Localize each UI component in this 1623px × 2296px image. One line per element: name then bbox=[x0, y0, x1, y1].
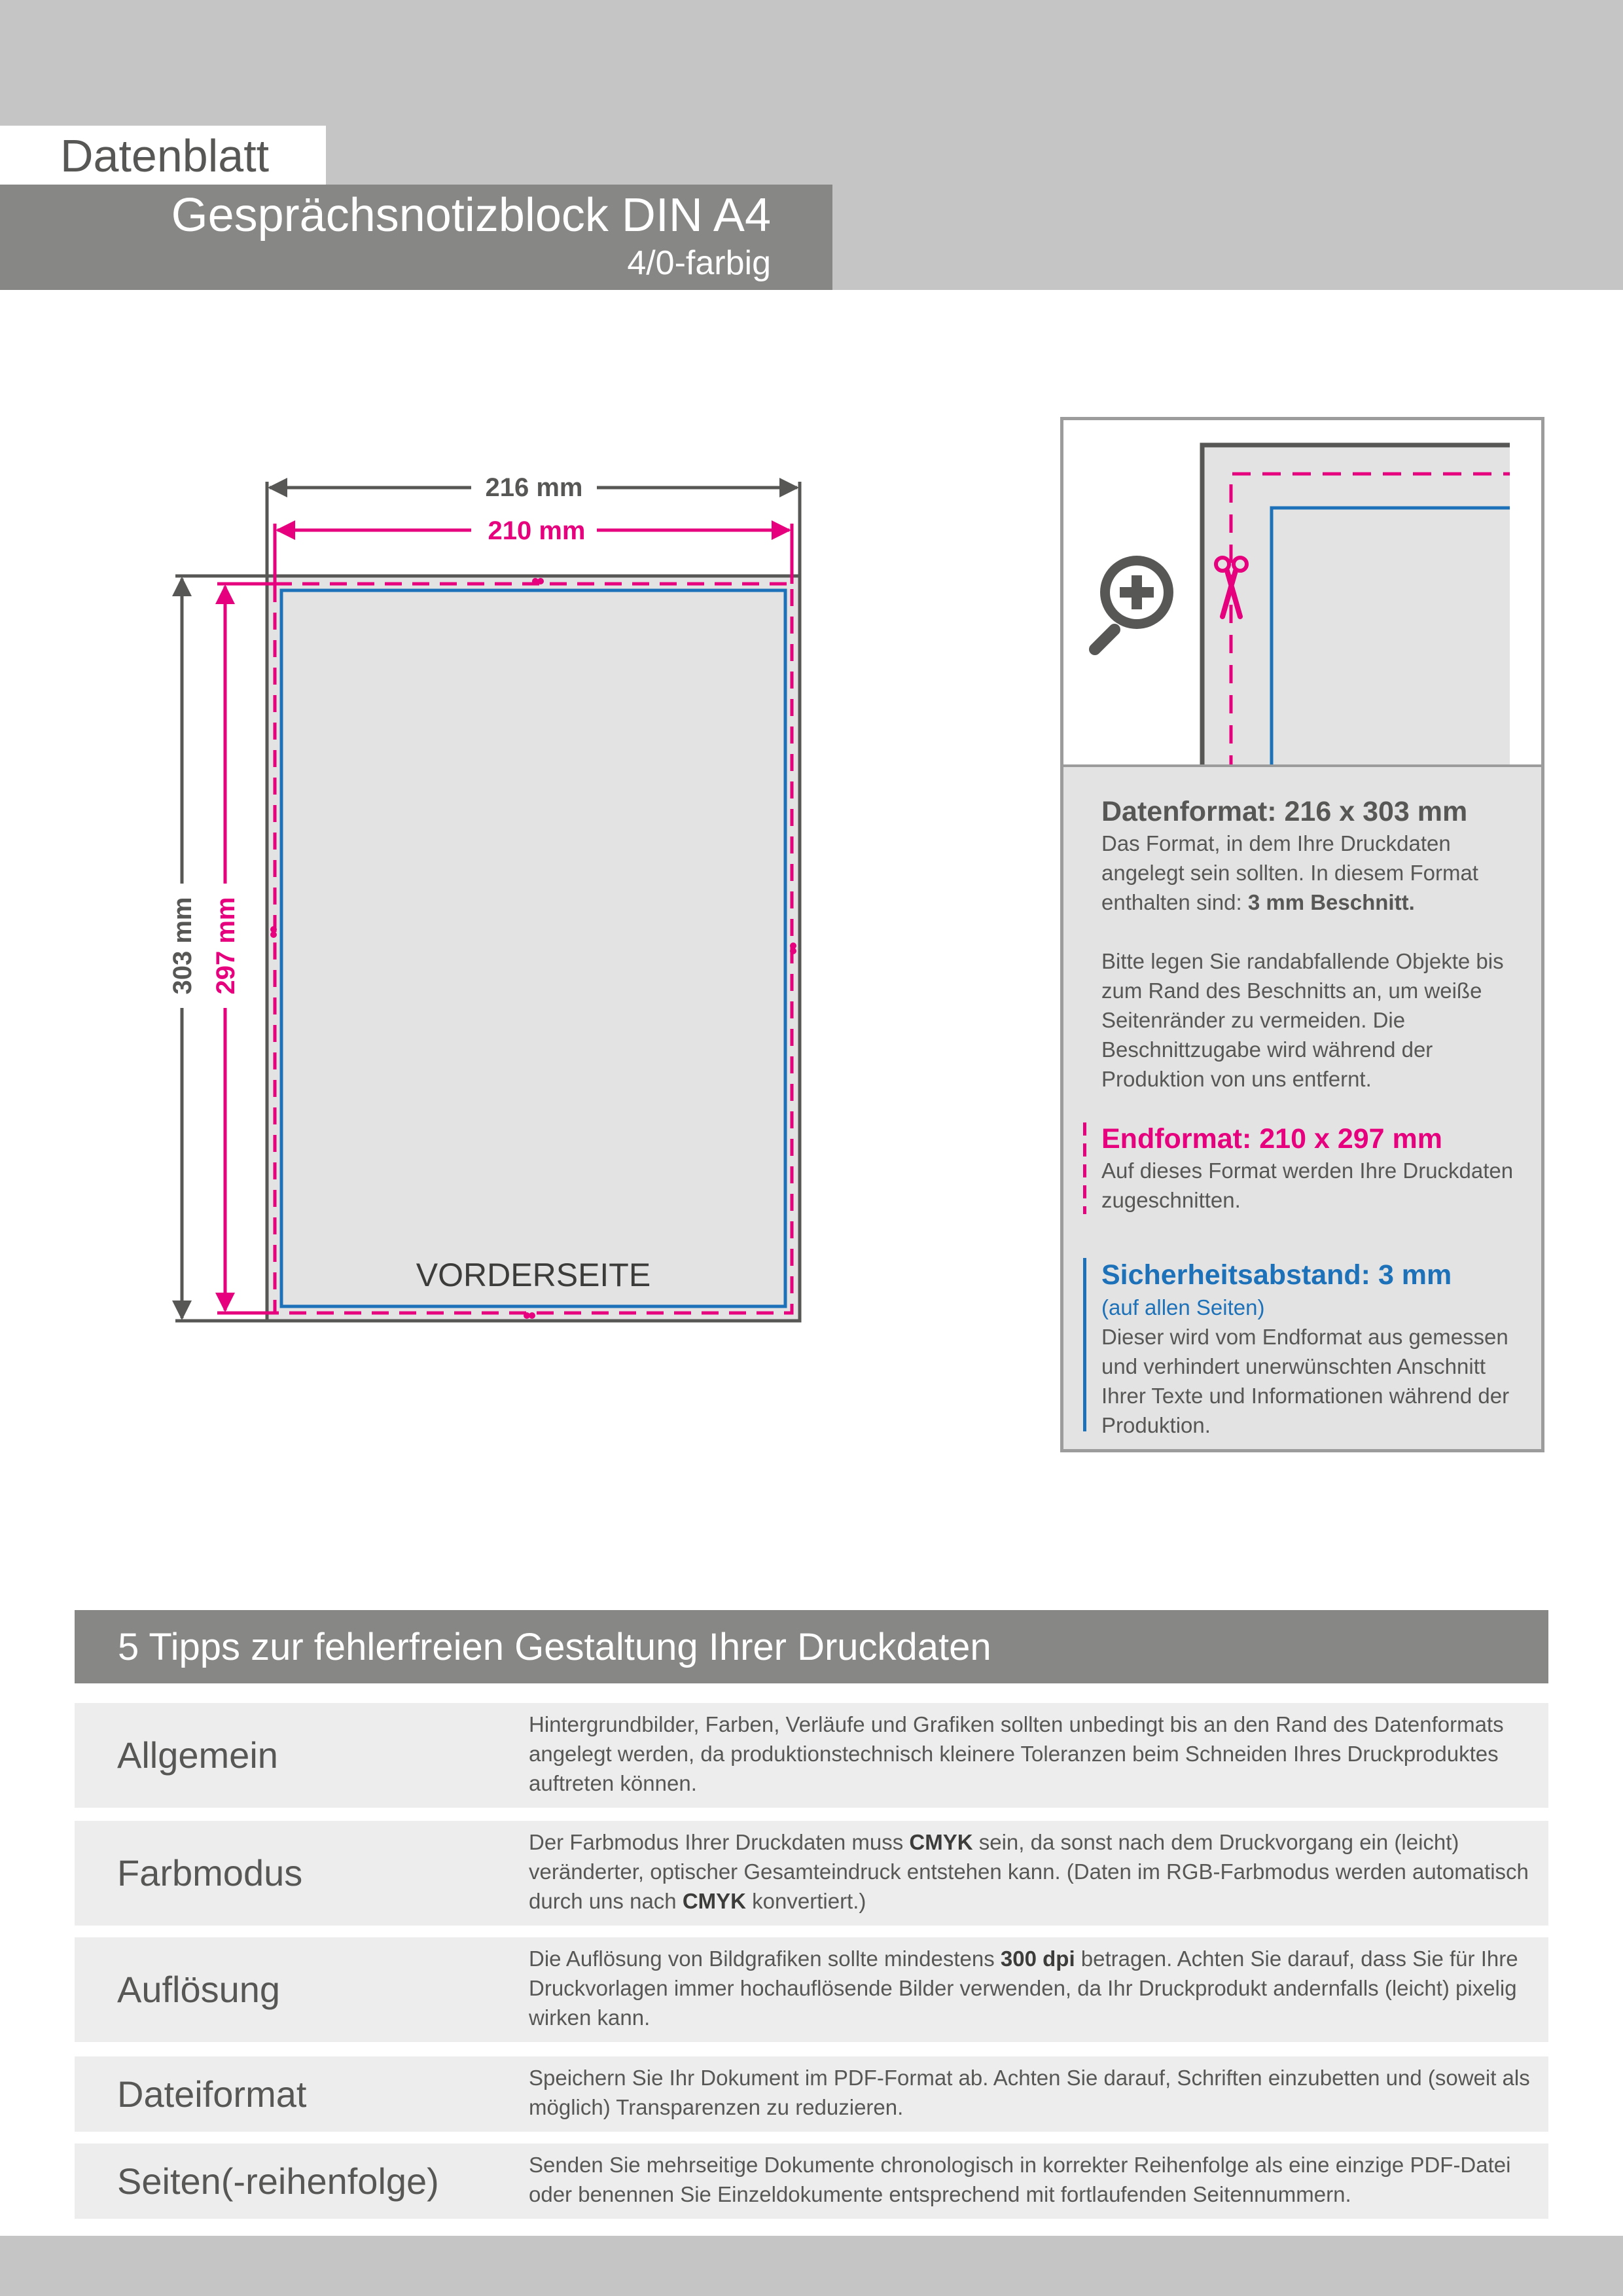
tip-label: Allgemein bbox=[117, 1734, 278, 1776]
data-format-sheet bbox=[267, 576, 800, 1321]
tip-row-general bbox=[75, 1703, 1548, 1808]
safety-distance-description: Dieser wird vom Endformat aus gemessen und verhindert unerwünschten Anschnitt Ihrer Texte und Informationen während der Produktion. bbox=[1101, 1325, 1510, 1437]
tip-row-color-mode bbox=[75, 1821, 1548, 1926]
info-box bbox=[1060, 417, 1544, 1452]
tips-title: 5 Tipps zur fehlerfreien Gestaltung Ihrer Druckdaten bbox=[118, 1626, 991, 1668]
format-diagram bbox=[0, 458, 851, 1348]
data-format-heading: Datenformat: 216 x 303 mm bbox=[1101, 796, 1468, 827]
tip-row-resolution bbox=[75, 1937, 1548, 2042]
tip-text: Die Auflösung von Bildgrafiken sollte mindestens 300 dpi betragen. Achten Sie darauf, dass Sie für Ihre Druckvorlagen immer hochauflösende Bilder verwenden, da Ihr Druckprodukt andernfalls (leicht) pixelig wirken kann. bbox=[529, 1946, 1518, 2030]
tip-label: Auflösung bbox=[117, 1969, 281, 2010]
page-side-label: VORDERSEITE bbox=[416, 1257, 651, 1293]
width-final-format-label: 210 mm bbox=[488, 516, 586, 545]
zoom-detail-panel bbox=[1063, 420, 1541, 767]
tips-header bbox=[75, 1610, 1548, 1683]
height-data-format-label: 303 mm bbox=[168, 897, 197, 995]
safety-marker bbox=[1083, 1258, 1086, 1431]
tip-label: Farbmodus bbox=[117, 1852, 303, 1893]
safety-distance-sub: (auf allen Seiten) bbox=[1101, 1295, 1265, 1319]
tip-row-file-format bbox=[75, 2056, 1548, 2132]
format-info-text bbox=[1063, 767, 1541, 1449]
tip-label: Dateiformat bbox=[117, 2073, 307, 2115]
bleed-instructions: Bitte legen Sie randabfallende Objekte bis zum Rand des Beschnitts an, um weiße Seitenränder zu vermeiden. Die Beschnittzugabe wird während der Produktion von uns entfernt. bbox=[1101, 949, 1504, 1091]
doc-label: Datenblatt bbox=[60, 130, 270, 181]
tip-label: Seiten(-reihenfolge) bbox=[117, 2161, 439, 2202]
tip-text: Senden Sie mehrseitige Dokumente chronologisch in korrekter Reihenfolge als eine einzige PDF-Datei oder benennen Sie Einzeldokumente entsprechend mit fortlaufenden Seitennummern. bbox=[529, 2153, 1511, 2206]
safety-distance-heading: Sicherheitsabstand: 3 mm bbox=[1101, 1259, 1452, 1291]
final-format-heading: Endformat: 210 x 297 mm bbox=[1101, 1123, 1442, 1155]
final-format-marker bbox=[1083, 1122, 1086, 1214]
width-data-format-label: 216 mm bbox=[485, 473, 583, 502]
footer-band bbox=[0, 2236, 1623, 2296]
data-format-description: Das Format, in dem Ihre Druckdaten angelegt sein sollten. In diesem Format enthalten sind: 3 mm Beschnitt. bbox=[1101, 831, 1478, 914]
zoom-in-icon bbox=[1095, 556, 1173, 649]
tip-text: Hintergrundbilder, Farben, Verläufe und Grafiken sollten unbedingt bis an den Rand des Datenformats angelegt werden, da produktionstechnisch kleinere Toleranzen beim Schneiden Ihres Druckproduktes auftreten können. bbox=[529, 1712, 1504, 1795]
tip-text: Speichern Sie Ihr Dokument im PDF-Format ab. Achten Sie darauf, Schriften einzubetten und (soweit als möglich) Transparenzen zu reduzieren. bbox=[529, 2066, 1530, 2119]
tip-row-page-order bbox=[75, 2144, 1548, 2219]
tip-text: Der Farbmodus Ihrer Druckdaten muss CMYK sein, da sonst nach dem Druckvorgang ein (leicht) veränderter, optischer Gesamteindruck entstehen kann. (Daten im RGB-Farbmodus werden automatisch durch uns nach CMYK konvertiert.) bbox=[529, 1830, 1529, 1913]
height-final-format-label: 297 mm bbox=[211, 897, 240, 995]
product-title: Gesprächsnotizblock DIN A4 bbox=[171, 189, 771, 242]
product-subtitle: 4/0-farbig bbox=[627, 244, 771, 282]
final-format-description: Auf dieses Format werden Ihre Druckdaten zugeschnitten. bbox=[1101, 1158, 1514, 1212]
